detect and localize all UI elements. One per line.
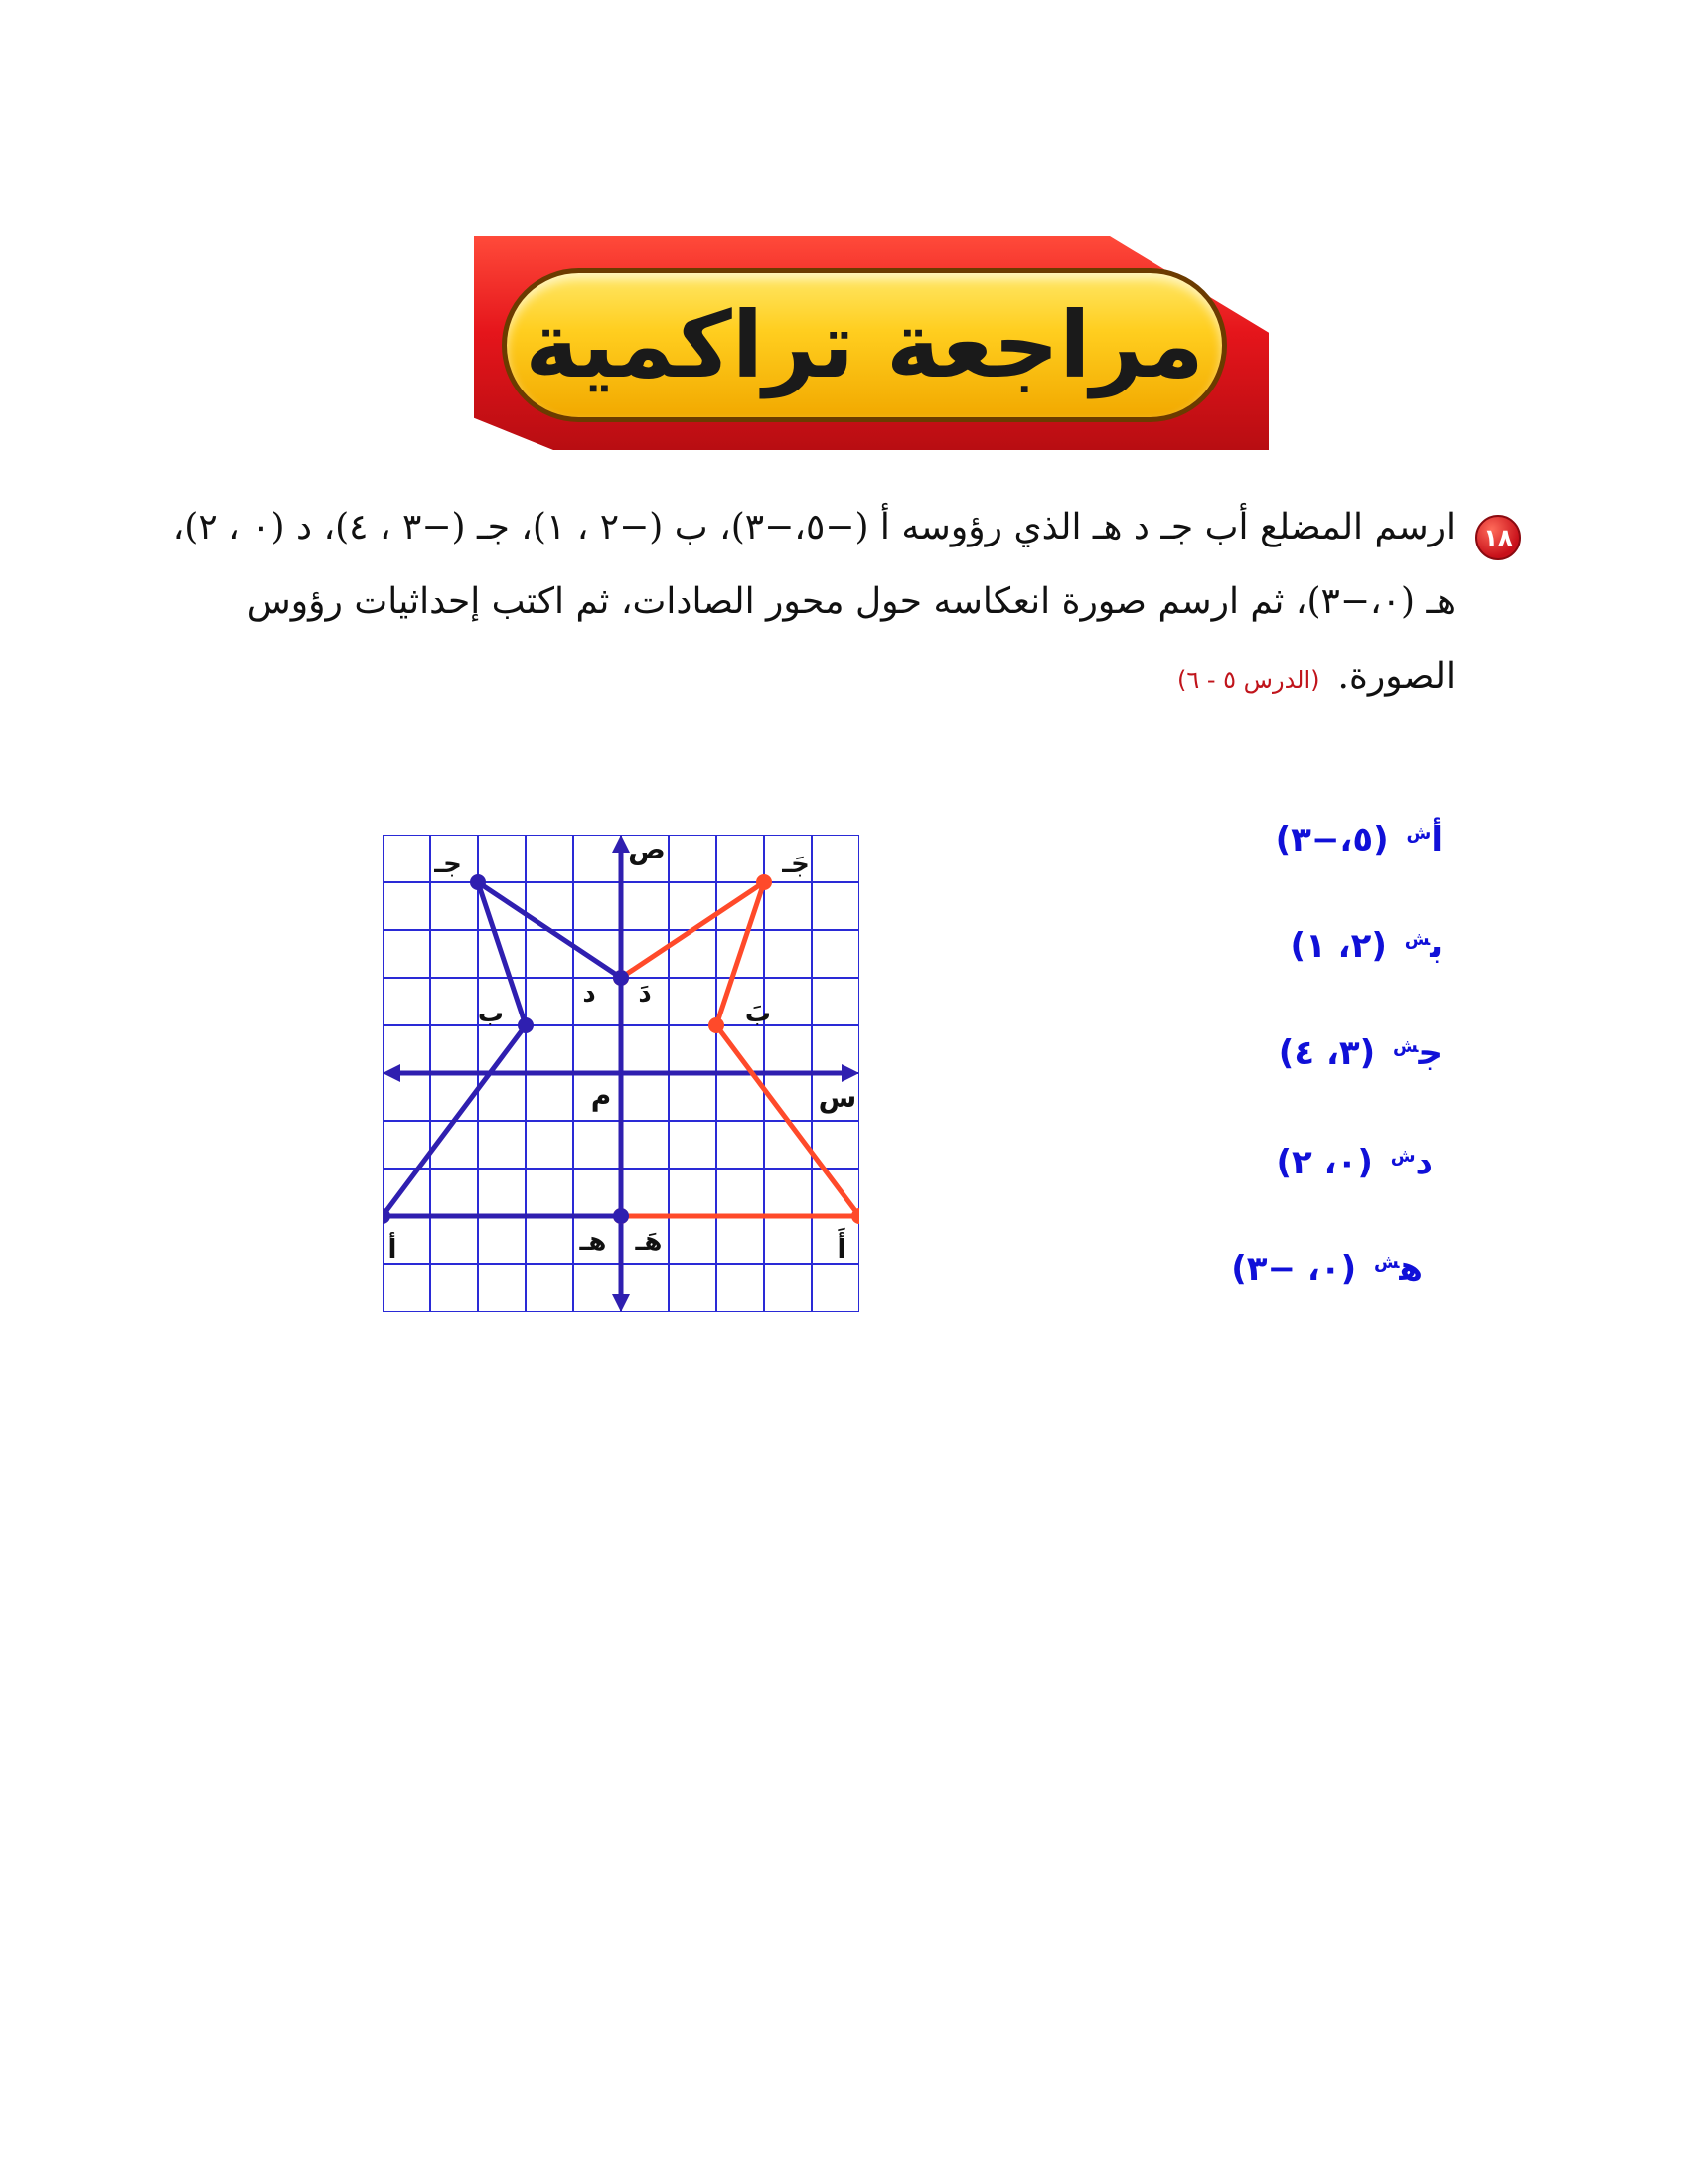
vertex-point	[708, 1017, 724, 1033]
vertex-point	[613, 970, 629, 986]
origin-label: م	[590, 1079, 612, 1112]
answer-coordinates: (٠، −٣)	[1231, 1249, 1357, 1289]
answer-label: ه	[1399, 1249, 1423, 1289]
answer-vertex-d	[1276, 1143, 1433, 1182]
y-axis-label: ص	[628, 835, 666, 865]
original-polygon	[383, 882, 621, 1216]
vertex-label-c-prime: جَـ	[782, 850, 810, 879]
question-text-line-3	[1177, 656, 1456, 697]
answer-coordinates: (٠، ٢)	[1276, 1143, 1373, 1182]
answer-prime-mark: ش	[1393, 1035, 1419, 1057]
x-axis-label: س	[818, 1081, 857, 1114]
answer-label: ب	[1430, 926, 1443, 966]
answer-vertex-e	[1231, 1249, 1423, 1289]
answer-label: أ	[1431, 820, 1443, 859]
answer-coordinates: (٥،−٣)	[1275, 820, 1389, 859]
vertex-point	[470, 874, 486, 890]
answer-label: د	[1415, 1143, 1433, 1182]
vertex-point	[756, 874, 772, 890]
question-text-line-1: ارسم المضلع أب جـ د هـ الذي رؤوسه أ (−٥،−٣)، ب (−٢ ، ١)، جـ (−٣ ، ٤)، د (٠ ، ٢)،	[172, 507, 1456, 547]
x-axis-arrow-right-icon	[842, 1064, 859, 1082]
answer-coordinates: (٢، ١)	[1290, 926, 1387, 966]
vertex-label-e-prime: هَـ	[635, 1227, 663, 1257]
y-axis-arrow-down-icon	[612, 1294, 630, 1312]
vertex-label-b: ب	[477, 999, 505, 1028]
x-axis-arrow-left-icon	[383, 1064, 400, 1082]
section-title: مراجعة تراكمية	[525, 292, 1204, 398]
lesson-reference: (الدرس ٥ - ٦)	[1176, 666, 1320, 694]
answer-label: ج	[1418, 1033, 1443, 1073]
answer-vertex-a	[1276, 820, 1443, 859]
vertex-label-e: هـ	[579, 1227, 607, 1257]
answer-prime-mark: ش	[1373, 1251, 1400, 1273]
vertex-label-a-prime: أَ	[837, 1235, 846, 1265]
question-number-badge: ١٨	[1475, 515, 1521, 560]
vertex-point	[518, 1017, 534, 1033]
question-text-line-2: هـ (٠،−٣)، ثم ارسم صورة انعكاسه حول محور الصادات، ثم اكتب إحداثيات رؤوس	[246, 581, 1456, 622]
vertex-label-d: د	[582, 979, 596, 1009]
vertex-label-c: جـ	[434, 850, 462, 879]
image-polygon	[621, 882, 859, 1216]
vertex-label-d-prime: دَ	[638, 979, 652, 1009]
reflection-graph	[383, 835, 859, 1312]
vertex-point	[613, 1208, 629, 1224]
answer-prime-mark: ش	[1390, 1145, 1416, 1167]
vertex-label-a: أ	[387, 1235, 397, 1265]
vertex-label-b-prime: بَ	[744, 999, 772, 1028]
answer-prime-mark: ش	[1404, 928, 1431, 950]
answer-prime-mark: ش	[1406, 822, 1432, 844]
answer-vertex-c	[1279, 1033, 1443, 1073]
answer-coordinates: (٣، ٤)	[1278, 1033, 1376, 1073]
section-banner	[462, 229, 1277, 457]
question-text-line-3-text: الصورة.	[1337, 656, 1456, 697]
answer-vertex-b	[1291, 926, 1443, 966]
